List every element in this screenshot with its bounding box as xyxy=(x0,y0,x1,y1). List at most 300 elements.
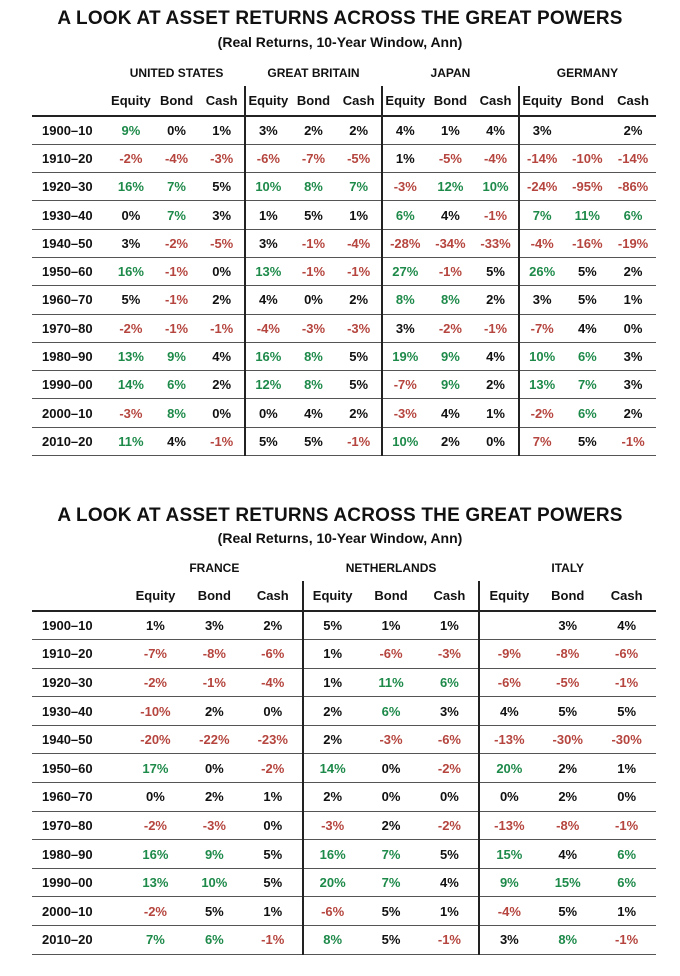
return-value: 3% xyxy=(519,286,565,314)
return-value: 6% xyxy=(565,342,611,370)
return-value xyxy=(479,611,538,640)
return-value: 16% xyxy=(108,257,154,285)
return-value: 1% xyxy=(245,201,291,229)
return-value: 5% xyxy=(420,840,479,869)
period-label: 1910–20 xyxy=(32,640,126,669)
return-value: 10% xyxy=(382,427,428,455)
return-value: 1% xyxy=(382,144,428,172)
asset-header: Cash xyxy=(199,86,245,116)
return-value: 12% xyxy=(245,371,291,399)
return-value: 4% xyxy=(245,286,291,314)
return-value: 5% xyxy=(336,371,382,399)
return-value: 9% xyxy=(108,116,154,144)
period-label: 1980–90 xyxy=(32,840,126,869)
table-row xyxy=(32,697,656,726)
return-value: 8% xyxy=(154,399,200,427)
return-value: 4% xyxy=(420,868,479,897)
return-value: 4% xyxy=(479,697,538,726)
period-label: 1900–10 xyxy=(32,611,126,640)
return-value: 16% xyxy=(245,342,291,370)
return-value: -9% xyxy=(479,640,538,669)
return-value: -2% xyxy=(126,811,185,840)
return-value: -5% xyxy=(428,144,474,172)
asset-header: Bond xyxy=(428,86,474,116)
return-value: 4% xyxy=(291,399,337,427)
return-value: -1% xyxy=(154,286,200,314)
return-value: 5% xyxy=(538,897,597,926)
asset-header: Equity xyxy=(519,86,565,116)
return-value: 11% xyxy=(108,427,154,455)
return-value: -86% xyxy=(610,173,656,201)
return-value: 10% xyxy=(519,342,565,370)
return-value: 8% xyxy=(291,342,337,370)
return-value: 5% xyxy=(185,897,244,926)
return-value: 5% xyxy=(362,926,421,955)
return-value: 9% xyxy=(154,342,200,370)
return-value: 27% xyxy=(382,257,428,285)
return-value: 2% xyxy=(244,611,303,640)
return-value: 1% xyxy=(420,897,479,926)
return-value: 9% xyxy=(479,868,538,897)
return-value: 5% xyxy=(538,697,597,726)
return-value: -33% xyxy=(473,229,519,257)
return-value: 0% xyxy=(291,286,337,314)
period-label: 1980–90 xyxy=(32,342,108,370)
return-value: -22% xyxy=(185,725,244,754)
return-value: 2% xyxy=(185,783,244,812)
return-value: -16% xyxy=(565,229,611,257)
return-value: 3% xyxy=(245,229,291,257)
return-value: 16% xyxy=(126,840,185,869)
return-value: 1% xyxy=(303,668,362,697)
period-label: 2010–20 xyxy=(32,926,126,955)
return-value: -6% xyxy=(245,144,291,172)
return-value: 7% xyxy=(362,840,421,869)
return-value: -1% xyxy=(473,201,519,229)
return-value: -4% xyxy=(479,897,538,926)
return-value: 5% xyxy=(244,868,303,897)
return-value: 6% xyxy=(610,201,656,229)
return-value: -10% xyxy=(565,144,611,172)
country-header: UNITED STATES xyxy=(129,66,224,80)
return-value: 0% xyxy=(479,783,538,812)
return-value: 1% xyxy=(244,897,303,926)
return-value: -2% xyxy=(244,754,303,783)
return-value: 8% xyxy=(538,926,597,955)
return-value: -4% xyxy=(244,668,303,697)
return-value: 13% xyxy=(126,868,185,897)
return-value: 2% xyxy=(185,697,244,726)
return-value: 0% xyxy=(610,314,656,342)
return-value: 1% xyxy=(597,754,656,783)
return-value: -1% xyxy=(199,427,245,455)
return-value: 4% xyxy=(382,116,428,144)
return-value: -3% xyxy=(336,314,382,342)
return-value: 8% xyxy=(291,173,337,201)
period-header-cell xyxy=(32,86,108,116)
return-value: -1% xyxy=(244,926,303,955)
return-value: -1% xyxy=(291,257,337,285)
asset-header: Equity xyxy=(126,581,185,611)
return-value: 6% xyxy=(597,868,656,897)
table-row xyxy=(32,371,656,399)
return-value: 3% xyxy=(199,201,245,229)
asset-header: Equity xyxy=(382,86,428,116)
return-value: 6% xyxy=(362,697,421,726)
country-header: NETHERLANDS xyxy=(345,561,437,575)
return-value: -5% xyxy=(199,229,245,257)
period-label: 1950–60 xyxy=(32,257,108,285)
period-label: 1910–20 xyxy=(32,144,108,172)
return-value: -8% xyxy=(538,811,597,840)
return-value: 3% xyxy=(245,116,291,144)
table-row xyxy=(32,811,656,840)
return-value: 6% xyxy=(597,840,656,869)
return-value: -7% xyxy=(382,371,428,399)
table-row xyxy=(32,342,656,370)
return-value: 6% xyxy=(420,668,479,697)
return-value: 7% xyxy=(362,868,421,897)
return-value: -1% xyxy=(473,314,519,342)
return-value: -2% xyxy=(420,811,479,840)
return-value: 19% xyxy=(382,342,428,370)
return-value: 7% xyxy=(336,173,382,201)
return-value: 0% xyxy=(362,754,421,783)
return-value: -19% xyxy=(610,229,656,257)
table-row xyxy=(32,868,656,897)
return-value: 3% xyxy=(479,926,538,955)
return-value: 2% xyxy=(336,116,382,144)
return-value: 3% xyxy=(519,116,565,144)
return-value: -3% xyxy=(108,399,154,427)
asset-header: Cash xyxy=(610,86,656,116)
return-value: -6% xyxy=(362,640,421,669)
table-row xyxy=(32,725,656,754)
return-value: 0% xyxy=(154,116,200,144)
return-value: -3% xyxy=(420,640,479,669)
return-value: 1% xyxy=(126,611,185,640)
return-value: -4% xyxy=(154,144,200,172)
return-value: 10% xyxy=(185,868,244,897)
return-value: 5% xyxy=(108,286,154,314)
return-value: -2% xyxy=(126,897,185,926)
return-value: -2% xyxy=(108,314,154,342)
return-value: -95% xyxy=(565,173,611,201)
return-value: 8% xyxy=(382,286,428,314)
return-value: 11% xyxy=(362,668,421,697)
table-row xyxy=(32,754,656,783)
return-value: 4% xyxy=(428,399,474,427)
return-value: 2% xyxy=(362,811,421,840)
return-value: 2% xyxy=(303,783,362,812)
return-value: 9% xyxy=(428,342,474,370)
return-value: 6% xyxy=(565,399,611,427)
table-row xyxy=(32,399,656,427)
return-value: 0% xyxy=(199,257,245,285)
return-value: -30% xyxy=(597,725,656,754)
return-value: -8% xyxy=(185,640,244,669)
country-header: GERMANY xyxy=(556,66,619,80)
table-row xyxy=(32,611,656,640)
table-row xyxy=(32,229,656,257)
return-value: -6% xyxy=(479,668,538,697)
return-value: 2% xyxy=(303,725,362,754)
table-row xyxy=(32,427,656,455)
table-row xyxy=(32,668,656,697)
return-value: -4% xyxy=(336,229,382,257)
return-value: -24% xyxy=(519,173,565,201)
asset-header: Bond xyxy=(565,86,611,116)
return-value: -1% xyxy=(610,427,656,455)
return-value: -13% xyxy=(479,811,538,840)
table1-subtitle: (Real Returns, 10-Year Window, Ann) xyxy=(217,34,463,50)
return-value: 2% xyxy=(610,257,656,285)
table-row xyxy=(32,314,656,342)
return-value: 9% xyxy=(185,840,244,869)
return-value: 2% xyxy=(610,399,656,427)
table1-title: A LOOK AT ASSET RETURNS ACROSS THE GREAT POWERS xyxy=(57,8,623,29)
return-value: -3% xyxy=(199,144,245,172)
return-value: -7% xyxy=(519,314,565,342)
return-value: 1% xyxy=(336,201,382,229)
return-value: -1% xyxy=(420,926,479,955)
return-value: 15% xyxy=(538,868,597,897)
table-row xyxy=(32,640,656,669)
return-value: 4% xyxy=(597,611,656,640)
asset-header: Cash xyxy=(473,86,519,116)
return-value: 20% xyxy=(479,754,538,783)
return-value: -13% xyxy=(479,725,538,754)
return-value: 10% xyxy=(473,173,519,201)
return-value: 8% xyxy=(303,926,362,955)
return-value: 2% xyxy=(291,116,337,144)
return-value: 4% xyxy=(473,116,519,144)
return-value: -6% xyxy=(244,640,303,669)
period-label: 1970–80 xyxy=(32,314,108,342)
return-value: 0% xyxy=(245,399,291,427)
return-value: -1% xyxy=(597,668,656,697)
return-value: 10% xyxy=(245,173,291,201)
return-value: 4% xyxy=(428,201,474,229)
return-value: 1% xyxy=(303,640,362,669)
return-value: -1% xyxy=(154,314,200,342)
return-value: 1% xyxy=(610,286,656,314)
return-value: -1% xyxy=(597,811,656,840)
return-value: -4% xyxy=(473,144,519,172)
return-value: 3% xyxy=(382,314,428,342)
return-value: 17% xyxy=(126,754,185,783)
return-value: -1% xyxy=(336,257,382,285)
return-value: 1% xyxy=(597,897,656,926)
return-value: -6% xyxy=(420,725,479,754)
return-value: 20% xyxy=(303,868,362,897)
return-value: 4% xyxy=(199,342,245,370)
return-value: -6% xyxy=(597,640,656,669)
return-value: 7% xyxy=(519,427,565,455)
return-value: 26% xyxy=(519,257,565,285)
table-row xyxy=(32,840,656,869)
return-value: -10% xyxy=(126,697,185,726)
return-value: -14% xyxy=(519,144,565,172)
return-value: 2% xyxy=(538,754,597,783)
return-value: 13% xyxy=(245,257,291,285)
table-row xyxy=(32,173,656,201)
return-value: 7% xyxy=(154,173,200,201)
return-value: 2% xyxy=(199,371,245,399)
return-value: 0% xyxy=(473,427,519,455)
return-value: -7% xyxy=(126,640,185,669)
return-value: -8% xyxy=(538,640,597,669)
return-value: -34% xyxy=(428,229,474,257)
return-value: 4% xyxy=(473,342,519,370)
asset-header: Bond xyxy=(154,86,200,116)
period-label: 1950–60 xyxy=(32,754,126,783)
return-value: 3% xyxy=(538,611,597,640)
asset-header-row xyxy=(32,581,656,611)
asset-header: Cash xyxy=(244,581,303,611)
country-header-row xyxy=(32,60,656,86)
return-value: 2% xyxy=(336,399,382,427)
period-label: 1960–70 xyxy=(32,783,126,812)
period-label: 1990–00 xyxy=(32,868,126,897)
return-value: -1% xyxy=(597,926,656,955)
asset-header-row xyxy=(32,86,656,116)
period-label: 2010–20 xyxy=(32,427,108,455)
return-value: 0% xyxy=(420,783,479,812)
country-header: GREAT BRITAIN xyxy=(267,66,360,80)
return-value: 3% xyxy=(185,611,244,640)
return-value: 5% xyxy=(291,201,337,229)
return-value: 7% xyxy=(519,201,565,229)
asset-header: Bond xyxy=(291,86,337,116)
return-value: 5% xyxy=(245,427,291,455)
return-value: 2% xyxy=(473,286,519,314)
return-value: 15% xyxy=(479,840,538,869)
return-value: 0% xyxy=(108,201,154,229)
country-header: ITALY xyxy=(551,561,585,575)
return-value: 11% xyxy=(565,201,611,229)
return-value: -1% xyxy=(185,668,244,697)
return-value: 4% xyxy=(538,840,597,869)
return-value: 6% xyxy=(154,371,200,399)
return-value: -30% xyxy=(538,725,597,754)
return-value: 0% xyxy=(126,783,185,812)
return-value: 6% xyxy=(382,201,428,229)
return-value: 2% xyxy=(303,697,362,726)
return-value: -1% xyxy=(428,257,474,285)
return-value: 5% xyxy=(199,173,245,201)
period-label: 1960–70 xyxy=(32,286,108,314)
country-header-row xyxy=(32,555,656,581)
period-label: 1900–10 xyxy=(32,116,108,144)
return-value: -6% xyxy=(303,897,362,926)
return-value: -3% xyxy=(362,725,421,754)
return-value: 2% xyxy=(428,427,474,455)
return-value: 0% xyxy=(244,811,303,840)
return-value: 12% xyxy=(428,173,474,201)
return-value: 1% xyxy=(428,116,474,144)
return-value xyxy=(565,116,611,144)
return-value: 5% xyxy=(291,427,337,455)
return-value: -2% xyxy=(154,229,200,257)
country-header: FRANCE xyxy=(189,561,240,575)
period-header-cell xyxy=(32,581,126,611)
return-value: -14% xyxy=(610,144,656,172)
table-row xyxy=(32,116,656,144)
asset-header: Bond xyxy=(362,581,421,611)
return-value: 3% xyxy=(610,342,656,370)
return-value: -28% xyxy=(382,229,428,257)
asset-returns-table-1 xyxy=(32,60,656,456)
return-value: 0% xyxy=(185,754,244,783)
return-value: -3% xyxy=(291,314,337,342)
period-label: 1970–80 xyxy=(32,811,126,840)
return-value: -2% xyxy=(420,754,479,783)
return-value: -3% xyxy=(382,173,428,201)
return-value: 14% xyxy=(108,371,154,399)
return-value: 2% xyxy=(199,286,245,314)
return-value: 1% xyxy=(362,611,421,640)
return-value: 13% xyxy=(108,342,154,370)
return-value: 1% xyxy=(244,783,303,812)
return-value: 0% xyxy=(199,399,245,427)
asset-header: Equity xyxy=(245,86,291,116)
period-label: 2000–10 xyxy=(32,399,108,427)
return-value: 7% xyxy=(154,201,200,229)
return-value: -3% xyxy=(382,399,428,427)
return-value: 5% xyxy=(244,840,303,869)
return-value: 3% xyxy=(108,229,154,257)
return-value: -2% xyxy=(126,668,185,697)
period-label: 1940–50 xyxy=(32,725,126,754)
return-value: 3% xyxy=(420,697,479,726)
return-value: 2% xyxy=(336,286,382,314)
return-value: 6% xyxy=(185,926,244,955)
return-value: 14% xyxy=(303,754,362,783)
return-value: 5% xyxy=(565,286,611,314)
return-value: 7% xyxy=(565,371,611,399)
return-value: -1% xyxy=(336,427,382,455)
period-label: 1990–00 xyxy=(32,371,108,399)
asset-header: Equity xyxy=(303,581,362,611)
return-value: -20% xyxy=(126,725,185,754)
table-row xyxy=(32,286,656,314)
return-value: 5% xyxy=(362,897,421,926)
period-label: 1940–50 xyxy=(32,229,108,257)
table-row xyxy=(32,926,656,955)
table-row xyxy=(32,201,656,229)
period-label: 1930–40 xyxy=(32,201,108,229)
return-value: 2% xyxy=(610,116,656,144)
return-value: 7% xyxy=(126,926,185,955)
table-row xyxy=(32,897,656,926)
asset-header: Bond xyxy=(538,581,597,611)
return-value: 0% xyxy=(244,697,303,726)
return-value: 16% xyxy=(303,840,362,869)
return-value: -2% xyxy=(108,144,154,172)
asset-header: Cash xyxy=(336,86,382,116)
corner-cell xyxy=(32,555,126,581)
corner-cell xyxy=(32,60,108,86)
return-value: -2% xyxy=(428,314,474,342)
return-value: -1% xyxy=(154,257,200,285)
return-value: -2% xyxy=(519,399,565,427)
return-value: -7% xyxy=(291,144,337,172)
return-value: 13% xyxy=(519,371,565,399)
period-label: 1930–40 xyxy=(32,697,126,726)
return-value: -4% xyxy=(519,229,565,257)
return-value: 8% xyxy=(291,371,337,399)
